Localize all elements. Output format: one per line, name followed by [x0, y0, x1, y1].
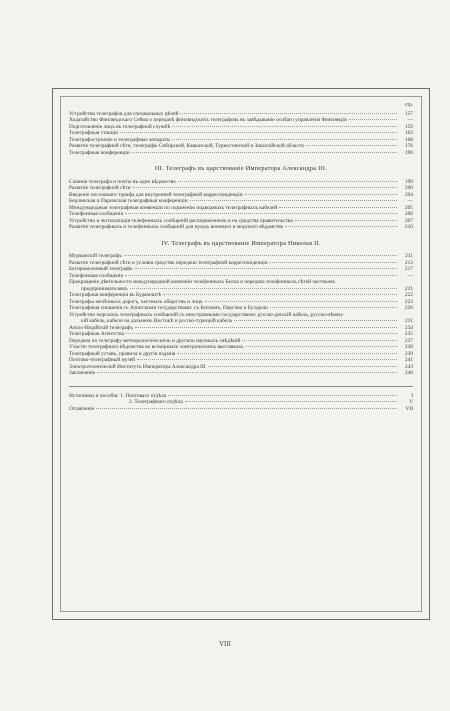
table-of-contents-frame [52, 88, 430, 620]
entry-page: 206 [404, 211, 413, 217]
entry-page: 239 [404, 350, 413, 357]
entry-page: 200 [404, 185, 413, 191]
entry-page: 204 [404, 191, 413, 198]
dot-leader [180, 113, 397, 114]
dot-leader [168, 395, 397, 396]
entry-title: Телеграфный уставъ, правила и другія изданія [69, 350, 176, 357]
entry-title: Берлинская и Парижская телеграфныя конференціи [69, 198, 188, 204]
entry-title: Слияніе телеграфа и почты въ одно вѣдомство [69, 178, 176, 185]
divider [69, 386, 413, 387]
entry-page: 223 [404, 298, 413, 305]
entry-title: Телеграфы желѣзныхъ дорогъ, частныхъ обществъ и лицъ [69, 298, 203, 305]
entry-title: Устройство и эксплоатація телефонныхъ сообщеній распоряженіемъ и на средства правительства [69, 217, 293, 224]
entry-page: 226 [404, 305, 413, 311]
dot-leader [125, 275, 397, 276]
entry-title: Телефонныя сообщенія [69, 211, 123, 217]
entry-page: 235 [404, 331, 413, 337]
entry-title: Мурманскій телеграфъ [69, 253, 122, 259]
entry-title: Международныя телеграфныя конвенціи по охраненію подводныхъ телеграфныхъ кабелей [69, 204, 278, 211]
entry-page: 157 [404, 110, 413, 117]
entry-title: Передача по телеграфу метеорологическихъ и другихъ научныхъ свѣдѣній [69, 337, 241, 344]
entry-page: 246 [404, 370, 413, 376]
entry-title: Прекращеніе дѣятельности международной компаніи телефонныхъ Белла и передача телефонныхъ сѣтей частнымъ [69, 279, 335, 285]
entry-page: 217 [404, 266, 413, 272]
entry-page: 207 [404, 217, 413, 224]
entry-page: — [407, 198, 413, 204]
dot-leader [135, 327, 397, 328]
entry-page: I [411, 392, 413, 399]
dot-leader [205, 301, 397, 302]
entry-page: 222 [404, 292, 413, 298]
entry-page: 231 [404, 318, 413, 324]
dot-leader [120, 132, 397, 133]
entry-page: V [409, 399, 413, 405]
entry-page: 176 [404, 143, 413, 149]
entry-title: Подготовленіе лицъ въ телеграфной службѣ [69, 123, 171, 130]
entry-page: — [407, 117, 413, 123]
dot-leader [208, 366, 397, 367]
dot-leader [172, 139, 397, 140]
dot-leader [125, 213, 397, 214]
entry-title: Ходатайство Финляндскаго Сейма о передачѣ финляндскихъ телеграфовъ въ завѣдываніе особаго управленія Финляндіи [69, 117, 347, 123]
entry-page: 237 [404, 337, 413, 344]
dot-leader [349, 119, 397, 120]
dot-leader [295, 220, 397, 221]
contents-entry [69, 224, 413, 231]
contents-entry [69, 406, 413, 413]
entry-page: 163 [404, 130, 413, 136]
entry-page: 241 [404, 357, 413, 363]
entry-page: 234 [404, 324, 413, 331]
dot-leader [132, 152, 397, 153]
entry-title: Введеніе пословнаго тарифа для внутренней телеграфной корреспонденціи [69, 191, 243, 198]
entry-title: Участіе телеграфнаго вѣдомства во всемірныхъ электрическихъ выставкахъ [69, 344, 244, 350]
dot-leader [133, 187, 397, 188]
contents-appendix [69, 393, 413, 413]
entry-page: 205 [404, 204, 413, 211]
dot-leader [126, 333, 397, 334]
contents-section-1 [69, 111, 413, 157]
entry-page: 159 [404, 123, 413, 130]
entry-title: Телеграфостроеніе и телеграфные аппараты [69, 136, 171, 143]
dot-leader [270, 262, 397, 263]
entry-page: 243 [404, 363, 413, 370]
entry-page: 190 [404, 149, 413, 156]
entry-title: Развитіе телеграфныхъ и телефонныхъ сообщеній для нуждъ военнаго и морского вѣдомствъ [69, 224, 284, 230]
dot-leader [246, 346, 398, 347]
dot-leader [234, 320, 397, 321]
dot-leader [242, 340, 397, 341]
entry-title: Телеграфныя сношенія съ Азіатскими государствами: съ Китаемъ, Персіею и Бухарою [69, 305, 268, 311]
section-title-iii: III. Телеграфъ въ царствованіе Императора Александра III. [154, 165, 328, 172]
dot-leader [245, 194, 397, 195]
entry-title: предпринимателямъ [81, 285, 128, 292]
entry-title: Телеграфныя Агентства [69, 331, 125, 337]
entry-title: Заключеніе [69, 370, 96, 376]
entry-title: Телефонныя сообщенія [69, 272, 123, 279]
entry-title: Устройство телеграфов для специальных цѣлей [69, 110, 179, 117]
dot-leader [172, 126, 397, 127]
dot-leader [163, 294, 397, 295]
entry-page: VII [405, 405, 413, 412]
table-of-contents [60, 96, 422, 612]
dot-leader [135, 268, 397, 269]
entry-title: Беспроволочный телеграфъ [69, 266, 133, 272]
contents-section-iii [69, 179, 413, 231]
contents-entry [69, 370, 413, 377]
contents-section-iv [69, 253, 413, 377]
entry-title: Развитіе телеграфной сѣти [69, 185, 131, 191]
entry-title: Устройство морскихъ телеграфныхъ сообщеній съ иностранными государствами: русско-датскій кабель, русско-нѣмец- [69, 311, 344, 318]
entry-title: Телеграфная конференція въ Будапештѣ [69, 292, 162, 298]
entry-page: — [407, 272, 413, 279]
entry-title: Англо-Индійскій телеграфъ [69, 324, 133, 331]
entry-title: Почтово-телеграфный музей [69, 357, 136, 363]
dot-leader [97, 372, 397, 373]
dot-leader [270, 307, 397, 308]
entry-title: Телеграфныя конференціи [69, 149, 130, 156]
dot-leader [285, 226, 397, 227]
dot-leader [137, 359, 397, 360]
dot-leader [124, 255, 397, 256]
entry-page: 221 [404, 285, 413, 292]
contents-entry [69, 150, 413, 157]
entry-page: 210 [404, 224, 413, 230]
section-title-iv: IV. Телеграфъ въ царствованіе Императора Николая II. [161, 239, 321, 247]
entry-title: Развитіе телеграфной сѣти, телеграфы Сибирской, Кавказской, Туркестанской и Закаспійской области [69, 143, 304, 149]
entry-page: 213 [404, 259, 413, 266]
entry-title: Источники и пособія: 1. Почтоваго отдѣла [69, 392, 167, 399]
page-number: VIII [218, 640, 232, 648]
entry-page: 211 [405, 253, 413, 259]
entry-title: Оглавленіе [69, 405, 95, 412]
dot-leader [96, 408, 397, 409]
entry-title: кій кабель, кабели на дальнемъ Востокѣ и русско-турецкій кабель [81, 318, 233, 324]
dot-leader [177, 353, 397, 354]
dot-leader [306, 145, 397, 146]
entry-title: Телеграфныя станціи [69, 130, 119, 136]
entry-title: Электротехническій Институтъ Императора Александра III [69, 363, 206, 370]
dot-leader [178, 181, 397, 182]
page-column-header: стр. [404, 103, 413, 108]
dot-leader [185, 401, 397, 402]
dot-leader [279, 207, 397, 208]
entry-page: 168 [404, 136, 413, 143]
entry-title: Развитіе телеграфной сѣти и условія средствъ передачи телеграфной корреспонденціи [69, 259, 268, 266]
entry-title: 2. Телеграфнаго отдѣла [129, 399, 183, 405]
dot-leader [130, 288, 397, 289]
entry-page: 199 [404, 178, 413, 185]
dot-leader [190, 200, 397, 201]
entry-page: 238 [404, 344, 413, 350]
